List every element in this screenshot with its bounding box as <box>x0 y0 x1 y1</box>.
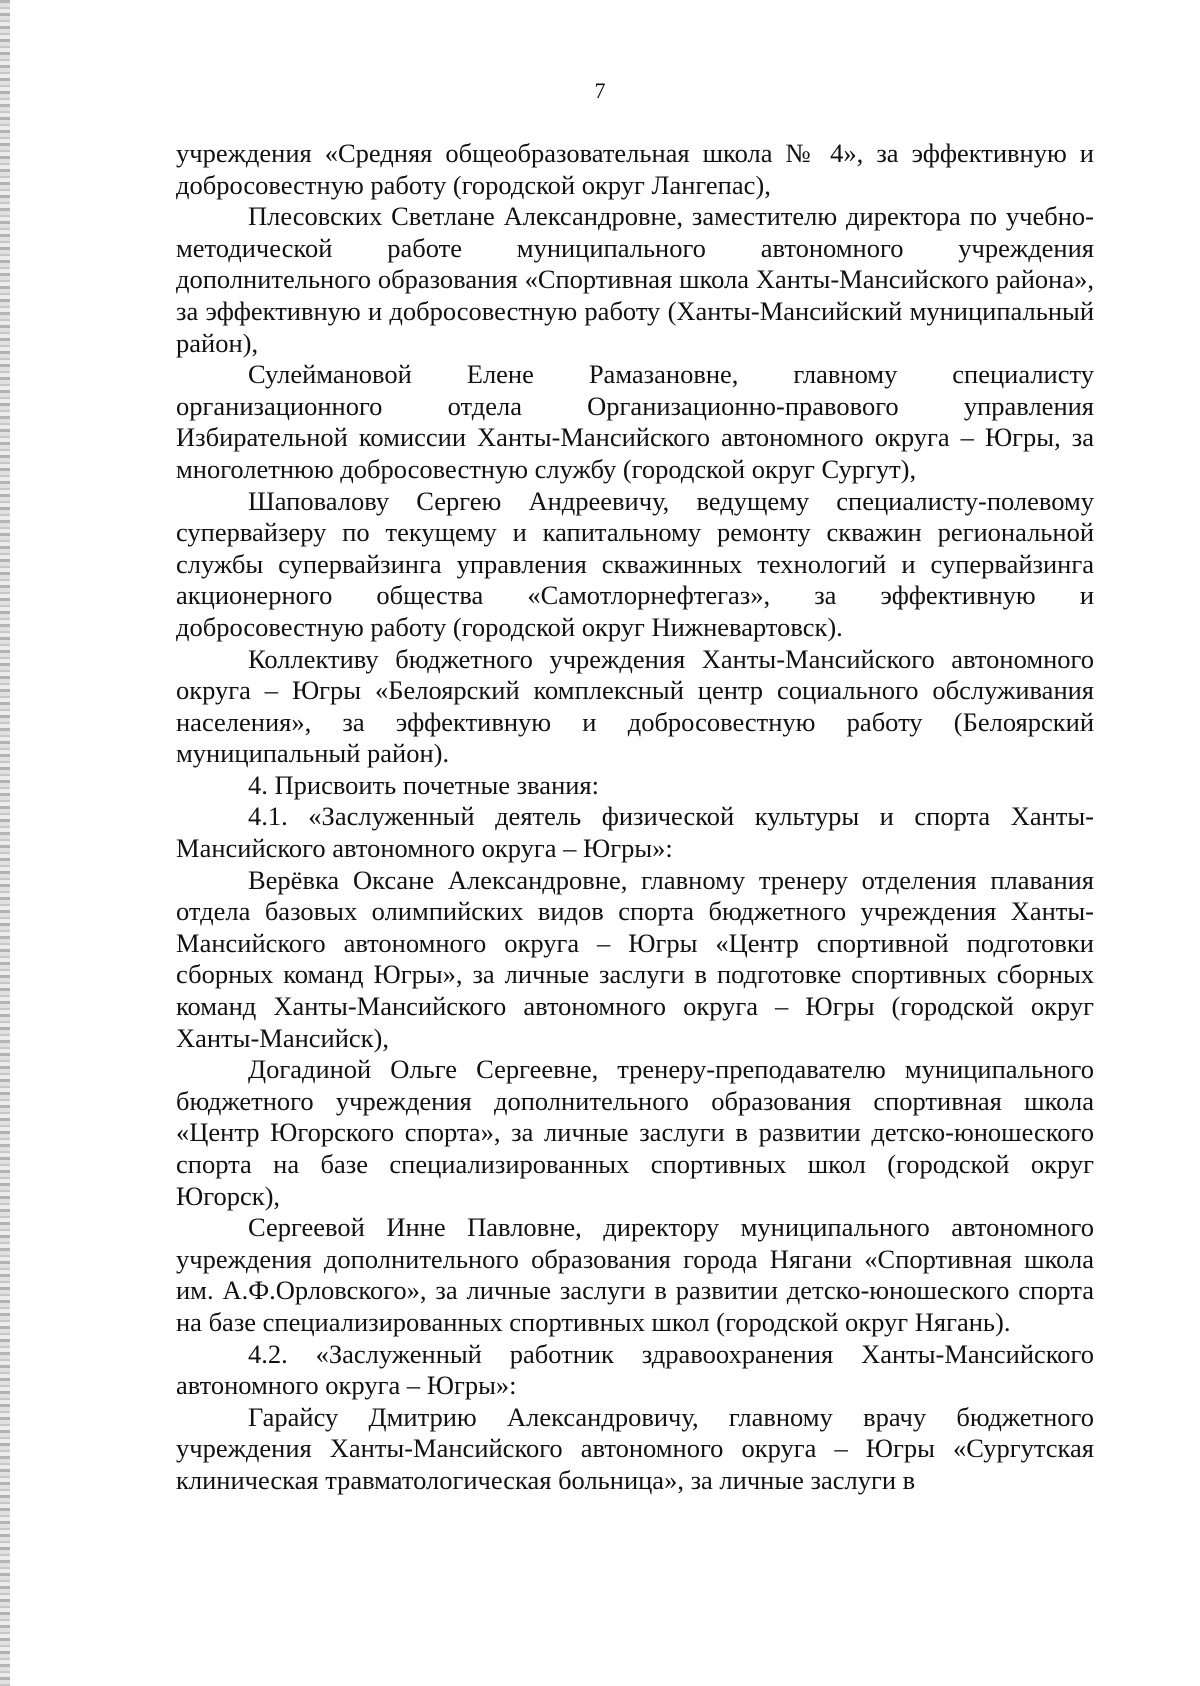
paragraph-garaysu: Гарайсу Дмитрию Александровичу, главному врачу бюджетного учреждения Ханты-Мансийского автономного округа – Югры «Сургутская клиническая травматологическая больница», за личные заслуги в <box>176 1401 1094 1495</box>
paragraph-continuation: учреждения «Средняя общеобразовательная школа № 4», за эффективную и добросовестную работу (городской округ Лангепас), <box>176 138 1094 200</box>
paragraph-plesovskikh: Плесовских Светлане Александровне, заместителю директора по учебно-методической работе муниципального автономного учреждения дополнительного образования «Спортивная школа Ханты-Мансийского района», за эффективную и добросовестную работу (Ханты-Мансийский муниципальный район), <box>176 201 1094 358</box>
page-number: 7 <box>594 78 606 103</box>
paragraph-suleymanova: Сулеймановой Елене Рамазановне, главному специалисту организационного отдела Организационно-правового управления Избирательной комиссии Ханты-Мансийского автономного округа – Югры, за многолетнюю добросовестную службу (городской округ Сургут), <box>176 359 1094 484</box>
paragraph-shapovalov: Шаповалову Сергею Андреевичу, ведущему специалисту-полевому супервайзеру по текущему и капитальному ремонту скважин региональной службы супервайзинга управления скважинных технологий и супервайзинга акционерного общества «Самотлорнефтегаз», за эффективную и добросовестную работу (городской округ Нижневартовск). <box>176 485 1094 642</box>
paragraph-sergeeva: Сергеевой Инне Павловне, директору муниципального автономного учреждения дополнительного образования города Нягани «Спортивная школа им. А.Ф.Орловского», за личные заслуги в развитии детско-юношеского спорта на базе специализированных спортивных школ (городской округ Нягань). <box>176 1212 1094 1337</box>
paragraph-collective-beloyarsky: Коллективу бюджетного учреждения Ханты-Мансийского автономного округа – Югры «Белоярский комплексный центр социального обслуживания населения», за эффективную и добросовестную работу (Белоярский муниципальный район). <box>176 643 1094 769</box>
paragraph-section-4-2: 4.2. «Заслуженный работник здравоохранения Ханты-Мансийского автономного округа – Югры»: <box>176 1338 1094 1401</box>
paragraph-section-4: 4. Присвоить почетные звания: <box>248 769 599 800</box>
paragraph-section-4-1: 4.1. «Заслуженный деятель физической культуры и спорта Ханты-Мансийского автономного округа – Югры»: <box>176 801 1094 864</box>
paragraph-verevka: Верёвка Оксане Александровне, главному тренеру отделения плавания отдела базовых олимпийских видов спорта бюджетного учреждения Ханты-Мансийского автономного округа – Югры «Центр спортивной подготовки сборных команд Югры», за личные заслуги в подготовке спортивных сборных команд Ханты-Мансийского автономного округа – Югры (городской округ Ханты-Мансийск), <box>176 864 1094 1053</box>
scan-edge-artifact <box>0 0 10 1686</box>
paragraph-dogadina: Догадиной Ольге Сергеевне, тренеру-преподавателю муниципального бюджетного учреждения дополнительного образования спортивная школа «Центр Югорского спорта», за личные заслуги в развитии детско-юношеского спорта на базе специализированных спортивных школ (городской округ Югорск), <box>176 1054 1094 1211</box>
document-body <box>176 138 1094 1497</box>
